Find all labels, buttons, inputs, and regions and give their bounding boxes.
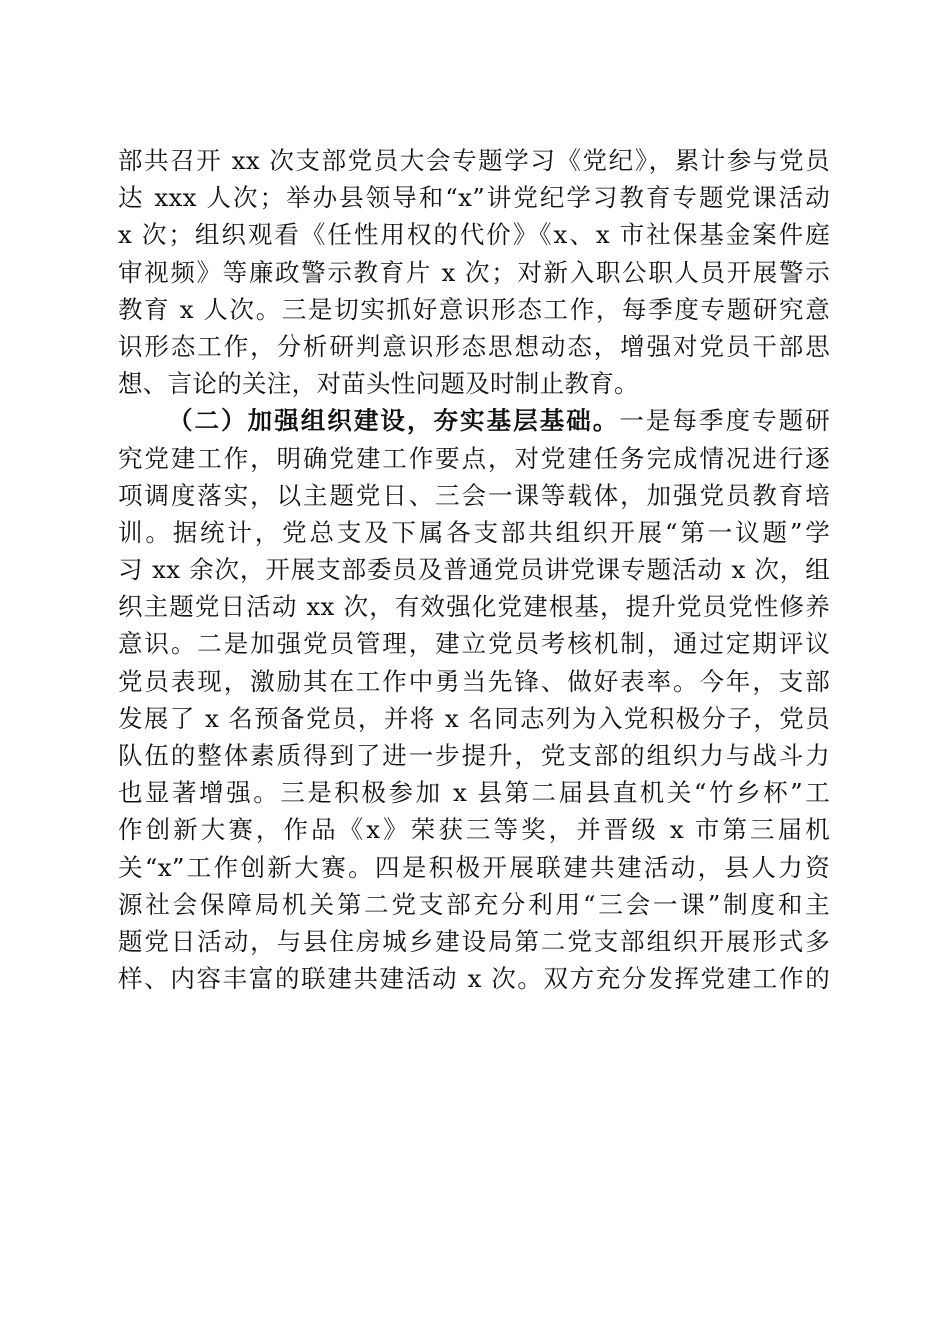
text-line: 源社会保障局机关第二党支部充分利用“三会一课”制度和主 [118,889,830,919]
text-line: 想、言论的关注，对苗头性问题及时制止教育。 [118,369,639,399]
text-line: 发展了 x 名预备党员，并将 x 名同志列为入党积极分子，党员 [118,703,830,733]
section-heading: （二）加强组织建设，夯实基层基础。 [168,406,620,436]
text-line: 也显著增强。三是积极参加 x 县第二届县直机关“竹乡杯”工 [118,778,830,808]
text-line: 关“x”工作创新大赛。四是积极开展联建共建活动，县人力资 [118,852,830,882]
text-span: 一是每季度专题研 [619,406,830,436]
text-line: 作创新大赛，作品《x》荣获三等奖，并晋级 x 市第三届机 [118,815,830,845]
text-line: 队伍的整体素质得到了进一步提升，党支部的组织力与战斗力 [118,741,830,770]
document-page [118,142,830,997]
paragraph-1 [118,142,830,402]
text-line: 题党日活动，与县住房城乡建设局第二党支部组织开展形式多 [118,926,830,956]
text-line: 织主题党日活动 xx 次，有效强化党建根基，提升党员党性修养 [118,592,830,622]
text-line: 意识。二是加强党员管理，建立党员考核机制，通过定期评议 [118,629,830,659]
text-line: 教育 x 人次。三是切实抓好意识形态工作，每季度专题研究意 [118,294,830,324]
text-line: x 次；组织观看《任性用权的代价》《x、x 市社保基金案件庭 [118,220,830,250]
text-line: 训。据统计，党总支及下属各支部共组织开展“第一议题”学 [118,517,830,547]
text-line: 达 xxx 人次；举办县领导和“x”讲党纪学习教育专题党课活动 [118,183,830,213]
text-line: 审视频》等廉政警示教育片 x 次；对新入职公职人员开展警示 [118,257,830,287]
text-line: 样、内容丰富的联建共建活动 x 次。双方充分发挥党建工作的 [118,964,830,994]
text-line: 习 xx 余次，开展支部委员及普通党员讲党课专题活动 x 次，组 [118,555,830,585]
text-line: 部共召开 xx 次支部党员大会专题学习《党纪》，累计参与党员 [118,146,830,175]
text-line: 识形态工作，分析研判意识形态思想动态，增强对党员干部思 [118,331,830,361]
text-line: 项调度落实，以主题党日、三会一课等载体，加强党员教育培 [118,480,830,510]
text-line: 党员表现，激励其在工作中勇当先锋、做好表率。今年，支部 [118,666,830,696]
paragraph-2 [118,402,830,997]
text-line-first [118,402,830,439]
text-line: 究党建工作，明确党建工作要点，对党建任务完成情况进行逐 [118,443,830,473]
